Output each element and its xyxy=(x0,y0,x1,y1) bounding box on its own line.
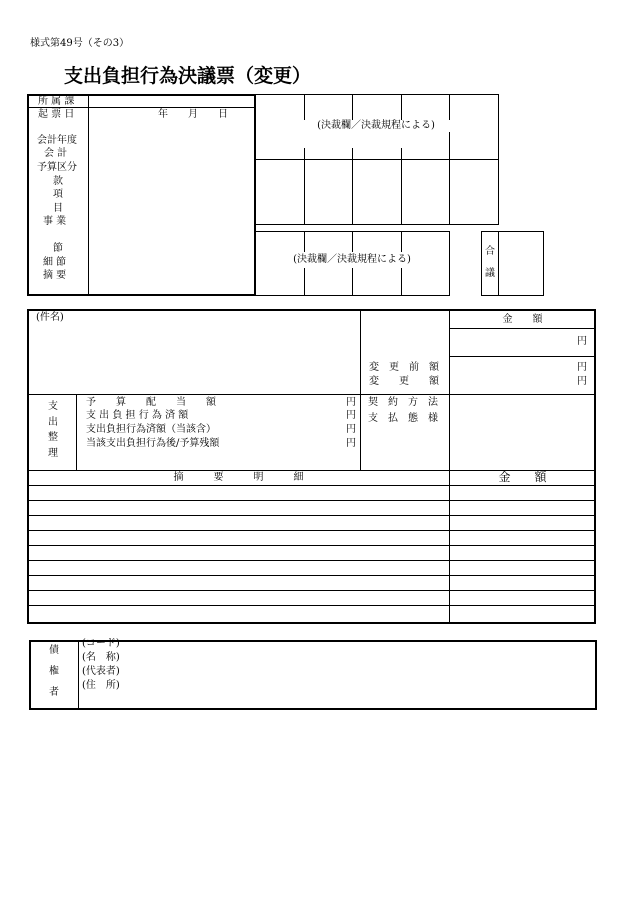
date-label: 起 票 日 xyxy=(38,109,75,120)
gougi-label-2: 議 xyxy=(485,268,495,279)
jigyo-label: 事 業 xyxy=(43,216,67,227)
detail-amount-header: 金 額 xyxy=(498,470,547,484)
date-format: 年 月 日 xyxy=(158,109,228,120)
creditor-label-2: 権 xyxy=(49,666,59,677)
expense-row-1: 予 算 配 当 額 xyxy=(86,397,216,408)
change-before-label: 変 更 前 額 xyxy=(369,362,439,373)
setsu-label: 節 xyxy=(53,243,63,254)
change-amount-label: 変 更 額 xyxy=(369,376,439,387)
creditor-label-3: 者 xyxy=(49,687,59,698)
detail-description-area[interactable] xyxy=(30,487,447,621)
amount-header: 金 額 xyxy=(502,314,543,325)
form-number: 様式第49号（その3） xyxy=(30,38,130,49)
expense-yen-2: 円 xyxy=(346,410,356,421)
creditor-code: (コード) xyxy=(82,638,120,649)
moku-label: 目 xyxy=(53,203,63,214)
detail-amount-area[interactable] xyxy=(452,487,594,621)
dept-field[interactable] xyxy=(90,96,254,107)
expense-label-2: 出 xyxy=(48,417,58,428)
expense-row-3: 支出負担行為済額（当該含） xyxy=(86,424,216,435)
expense-label-4: 理 xyxy=(48,448,58,459)
detail-header: 摘 要 明 細 xyxy=(173,472,304,483)
change-before-yen: 円 xyxy=(577,362,587,373)
creditor-label-1: 債 xyxy=(49,645,59,656)
expense-yen-3: 円 xyxy=(346,424,356,435)
matter-field[interactable] xyxy=(36,326,354,388)
dept-label: 所 属 課 xyxy=(38,96,75,107)
gougi-box xyxy=(481,231,544,296)
amount-yen: 円 xyxy=(577,336,587,347)
expense-label-1: 支 xyxy=(48,401,58,412)
fiscal-year-label: 会計年度 xyxy=(37,135,77,146)
change-amount-yen: 円 xyxy=(577,376,587,387)
account-label: 会 計 xyxy=(44,148,68,159)
matter-label: (件名) xyxy=(36,312,64,323)
expense-yen-4: 円 xyxy=(346,438,356,449)
kan-label: 款 xyxy=(53,176,63,187)
payment-mode-label: 支 払 態 様 xyxy=(368,413,438,424)
expense-label-3: 整 xyxy=(48,432,58,443)
creditor-address: (住 所) xyxy=(82,680,120,691)
page-title: 支出負担行為決議票（変更） xyxy=(64,65,312,87)
contract-method-label: 契 約 方 法 xyxy=(368,397,438,408)
approval-note-lower: (決裁欄／決裁規程による) xyxy=(282,254,422,266)
expense-row-4: 当該支出負担行為後/予算残額 xyxy=(86,438,220,449)
expense-row-2: 支 出 負 担 行 為 済 額 xyxy=(86,410,189,421)
approval-note-upper: (決裁欄／決裁規程による) xyxy=(296,120,456,132)
budget-division-label: 予算区分 xyxy=(37,162,77,173)
creditor-name: (名 称) xyxy=(82,652,120,663)
tekiyo-label: 摘 要 xyxy=(43,270,67,281)
saisetsu-label: 細 節 xyxy=(43,257,67,268)
kou-label: 項 xyxy=(53,189,63,200)
creditor-representative: (代表者) xyxy=(82,666,120,677)
expense-yen-1: 円 xyxy=(346,397,356,408)
gougi-label-1: 合 xyxy=(485,246,495,257)
